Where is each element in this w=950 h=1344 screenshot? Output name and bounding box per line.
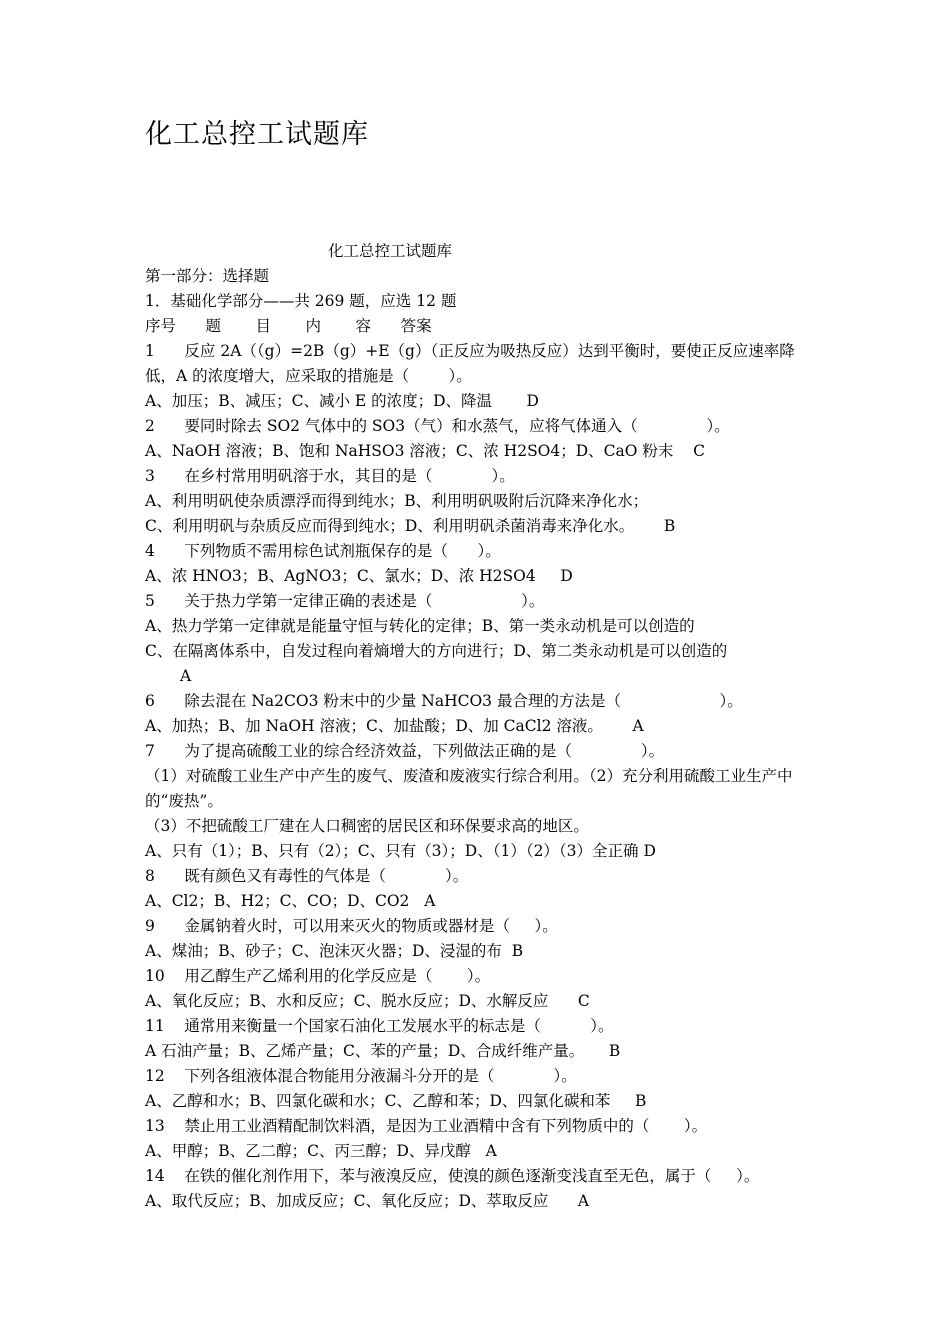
question-line: 8 既有颜色又有毒性的气体是（ ）。 xyxy=(145,867,469,885)
question-line: A 石油产量；B、乙烯产量；C、苯的产量；D、合成纤维产量。 B xyxy=(145,1042,621,1060)
question-line: 5 关于热力学第一定律正确的表述是（ ）。 xyxy=(145,592,545,610)
question-line: A、取代反应；B、加成反应；C、氧化反应；D、萃取反应 A xyxy=(145,1192,590,1210)
question-line: A、浓 HNO3；B、AgNO3；C、氯水；D、浓 H2SO4 D xyxy=(145,567,573,585)
question-line: 11 通常用来衡量一个国家石油化工发展水平的标志是（ ）。 xyxy=(145,1017,614,1035)
question-line: A、煤油；B、砂子；C、泡沫灭火器；D、浸湿的布 B xyxy=(145,942,524,960)
question-line: 9 金属钠着火时，可以用来灭火的物质或器材是（ ）。 xyxy=(145,917,558,935)
question-line: C、在隔离体系中，自发过程向着熵增大的方向进行；D、第二类永动机是可以创造的 xyxy=(145,642,728,660)
question-line: 12 下列各组液体混合物能用分液漏斗分开的是（ ）。 xyxy=(145,1067,577,1085)
question-line: A、热力学第一定律就是能量守恒与转化的定律；B、第一类永动机是可以创造的 xyxy=(145,617,695,635)
question-line: 13 禁止用工业酒精配制饮料酒，是因为工业酒精中含有下列物质中的（ ）。 xyxy=(145,1117,708,1135)
question-line: 7 为了提高硫酸工业的综合经济效益，下列做法正确的是（ ）。 xyxy=(145,742,665,760)
question-line: A、加热；B、加 NaOH 溶液；C、加盐酸；D、加 CaCl2 溶液。 A xyxy=(145,717,644,735)
question-line: A、乙醇和水；B、四氯化碳和水；C、乙醇和苯；D、四氯化碳和苯 B xyxy=(145,1092,647,1110)
question-list xyxy=(145,339,810,1214)
question-line: 6 除去混在 Na2CO3 粉末中的少量 NaHCO3 最合理的方法是（ ）。 xyxy=(145,692,743,710)
subsection-heading: 1．基础化学部分——共 269 题，应选 12 题 xyxy=(145,292,457,310)
question-line: A、Cl2；B、H2；C、CO；D、CO2 A xyxy=(145,892,436,910)
question-line: （1）对硫酸工业生产中产生的废气、废渣和废液实行综合利用。（2）充分利用硫酸工业生产中的“废热”。 xyxy=(145,767,793,810)
question-line: A、NaOH 溶液；B、饱和 NaHSO3 溶液；C、浓 H2SO4；D、CaO 粉末 C xyxy=(145,442,705,460)
question-line: A、利用明矾使杂质漂浮而得到纯水；B、利用明矾吸附后沉降来净化水； xyxy=(145,492,649,510)
question-line: A xyxy=(180,667,192,685)
question-line: 2 要同时除去 SO2 气体中的 SO3（气）和水蒸气，应将气体通入（ ）。 xyxy=(145,417,730,435)
document-body xyxy=(145,239,810,1214)
question-line: 3 在乡村常用明矾溶于水，其目的是（ ）。 xyxy=(145,467,515,485)
question-line: 4 下列物质不需用棕色试剂瓶保存的是（ ）。 xyxy=(145,542,501,560)
question-line: A、加压；B、减压；C、减小 E 的浓度；D、降温 D xyxy=(145,392,539,410)
question-line: （3）不把硫酸工厂建在人口稠密的居民区和环保要求高的地区。 xyxy=(145,817,589,835)
question-line: A、只有（1）；B、只有（2）；C、只有（3）；D、（1）（2）（3）全正确 D xyxy=(145,842,656,860)
page-title: 化工总控工试题库 xyxy=(145,119,369,150)
question-line: A、氧化反应；B、水和反应；C、脱水反应；D、水解反应 C xyxy=(145,992,590,1010)
question-line: 14 在铁的催化剂作用下，苯与液溴反应，使溴的颜色逐渐变浅直至无色，属于（ ）。 xyxy=(145,1167,760,1185)
header-row: 序号 题 目 内 容 答案 xyxy=(145,317,432,335)
question-line: 10 用乙醇生产乙烯利用的化学反应是（ ）。 xyxy=(145,967,491,985)
question-line: C、利用明矾与杂质反应而得到纯水；D、利用明矾杀菌消毒来净化水。 B xyxy=(145,517,676,535)
question-line: A、甲醇；B、乙二醇；C、丙三醇；D、异戊醇 A xyxy=(145,1142,497,1160)
question-line: 1 反应 2A（（g）=2B（g）+E（g）（正反应为吸热反应）达到平衡时，要使正反应速率降低，A 的浓度增大，应采取的措施是（ ）。 xyxy=(145,342,795,385)
section-heading: 第一部分：选择题 xyxy=(145,267,270,285)
doc-subtitle: 化工总控工试题库 xyxy=(328,242,453,260)
